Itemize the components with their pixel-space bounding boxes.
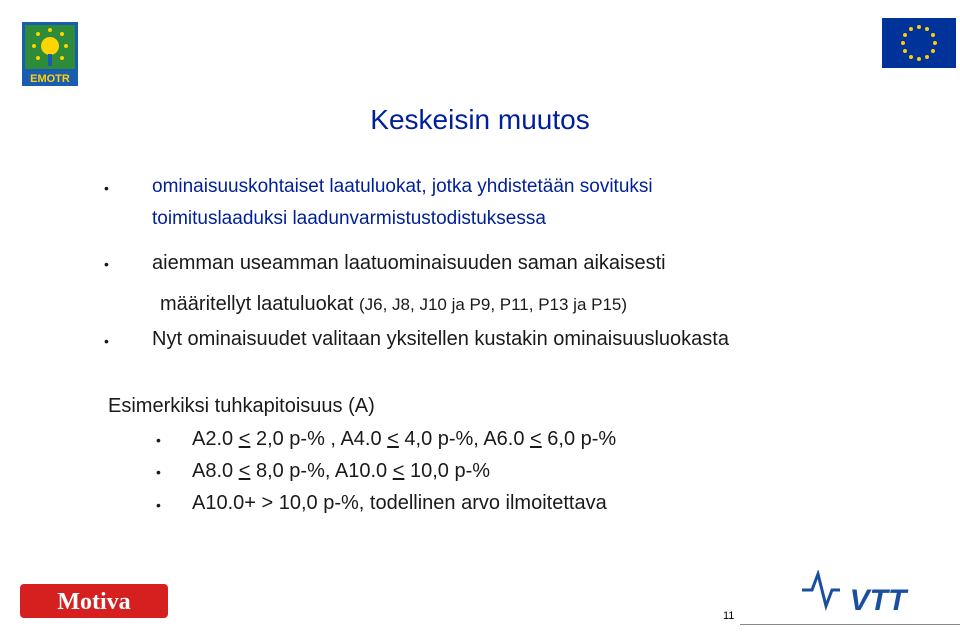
bullet-2-line-2 <box>160 293 627 316</box>
bullet-dot: • <box>104 333 109 349</box>
example-heading: Esimerkiksi tuhkapitoisuus (A) <box>108 395 375 417</box>
less-equal-sign: < <box>530 428 542 450</box>
bullet-dot: • <box>156 432 161 448</box>
row-1-text-d: 6,0 p-% <box>541 428 617 450</box>
row-2-text-b: 8,0 p-%, A10.0 <box>250 460 393 482</box>
bullet-dot: • <box>104 256 109 272</box>
vtt-logo <box>800 570 918 616</box>
emotr-logo <box>22 22 78 86</box>
footer-rule <box>740 624 960 625</box>
row-2-text-a: A8.0 <box>192 460 239 482</box>
motiva-logo-text: Motiva <box>57 589 131 615</box>
vtt-logo-text: VTT <box>849 584 907 616</box>
slide-title: Keskeisin muutos <box>370 104 590 135</box>
bullet-3-line-1: Nyt ominaisuudet valitaan yksitellen kustakin ominaisuusluokasta <box>152 328 729 350</box>
less-equal-sign: < <box>392 460 405 482</box>
row-1-text-c: 4,0 p-%, A6.0 <box>398 428 531 450</box>
emotr-logo-text: EMOTR <box>30 73 70 85</box>
bullet-1-line-2: toimituslaaduksi laadunvarmistustodistuksessa <box>152 208 546 229</box>
example-row-2 <box>192 460 490 483</box>
less-equal-sign: < <box>387 428 399 450</box>
less-equal-sign: < <box>238 460 251 482</box>
row-1-text-b: 2,0 p-% , A4.0 <box>250 428 388 450</box>
example-row-3: A10.0+ > 10,0 p-%, todellinen arvo ilmoitettava <box>192 492 607 514</box>
bullet-dot: • <box>104 180 109 196</box>
less-equal-sign: < <box>238 428 251 450</box>
bullet-2-line-1: aiemman useamman laatuominaisuuden saman aikaisesti <box>152 252 666 274</box>
slide-number: 11 <box>723 610 735 622</box>
bullet-2-line-2-text: määritellyt laatuluokat <box>160 293 359 315</box>
bullet-2-classes: (J6, J8, J10 ja P9, P11, P13 ja P15) <box>358 295 628 314</box>
eu-flag-logo <box>882 18 956 68</box>
row-1-text-a: A2.0 <box>192 428 239 450</box>
bullet-dot: • <box>156 497 161 513</box>
row-2-text-c: 10,0 p-% <box>404 460 491 482</box>
bullet-1-line-1: ominaisuuskohtaiset laatuluokat, jotka yhdistetään sovituksi <box>152 176 653 197</box>
bullet-dot: • <box>156 464 161 480</box>
motiva-logo <box>20 584 168 618</box>
example-row-1 <box>192 428 616 451</box>
